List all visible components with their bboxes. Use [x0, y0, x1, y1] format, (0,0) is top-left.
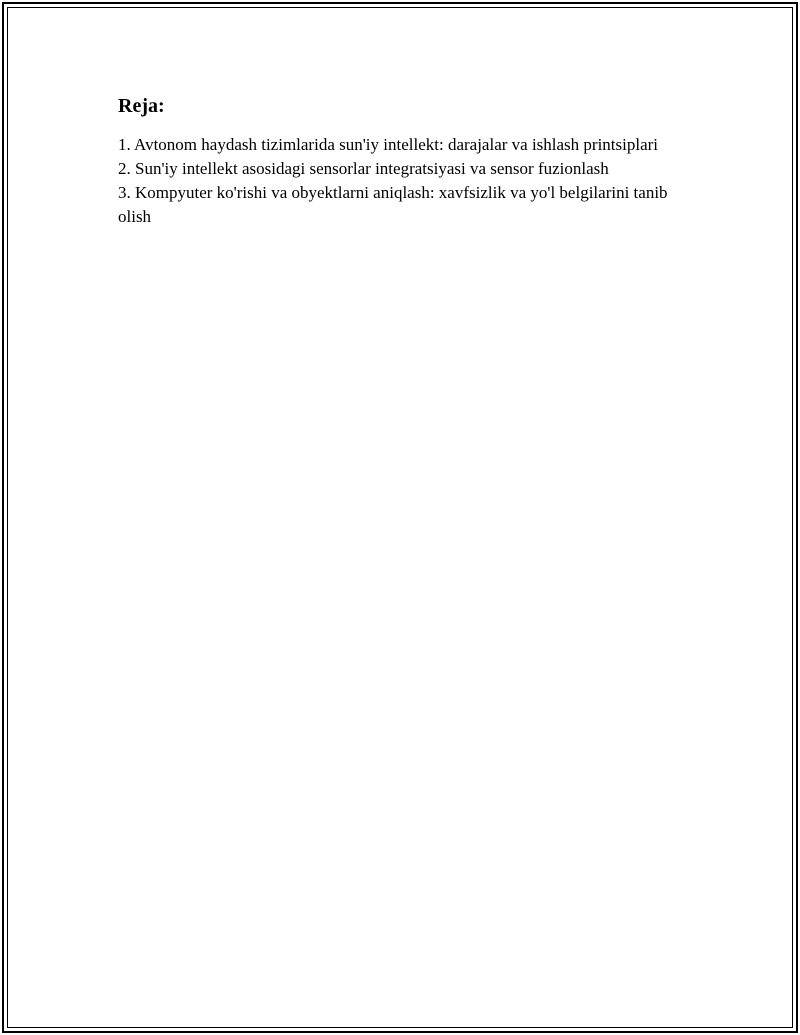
plan-item-2: 2. Sun'iy intellekt asosidagi sensorlar integratsiyasi va sensor fuzionlash [118, 159, 609, 178]
plan-item-1: 1. Avtonom haydash tizimlarida sun'iy intellekt: darajalar va ishlash printsiplari [118, 135, 659, 154]
plan-heading: Reja: [118, 95, 165, 117]
plan-item-3: 3. Kompyuter ko'rishi va obyektlarni aniqlash: xavfsizlik va yo'l belgilarini tanib olish [118, 183, 668, 226]
plan-list [118, 133, 688, 229]
page-content [118, 94, 688, 229]
